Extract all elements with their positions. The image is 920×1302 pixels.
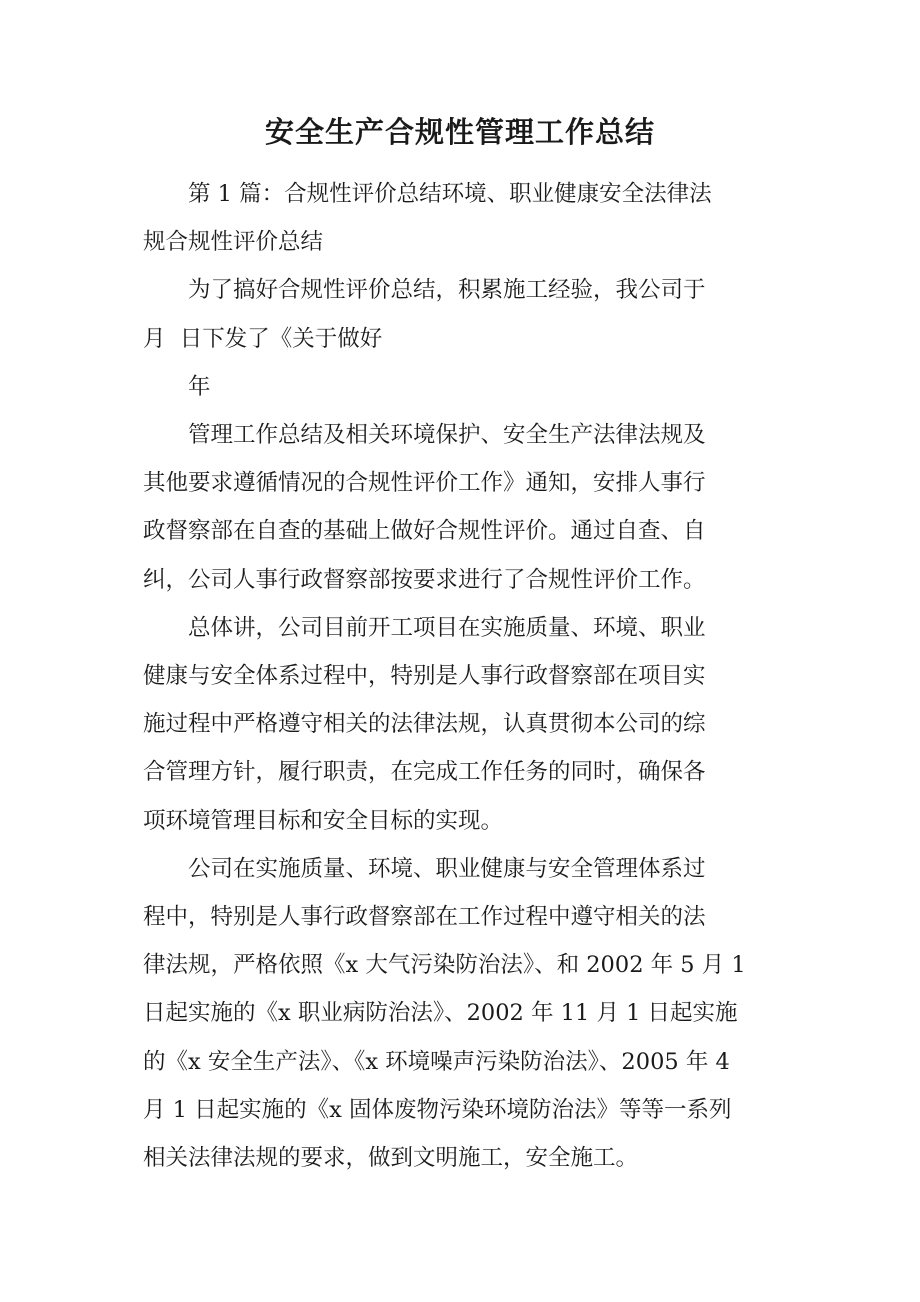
paragraph-line: 施过程中严格遵守相关的法律法规，认真贯彻本公司的综 [143, 711, 706, 738]
paragraph-line: 合管理方针，履行职责，在完成工作任务的同时，确保各 [143, 759, 706, 786]
document-title: 安全生产合规性管理工作总结 [264, 115, 655, 149]
paragraph-2 [143, 266, 783, 362]
paragraph-3 [143, 363, 783, 411]
paragraph-6 [143, 845, 783, 1182]
paragraph-line: 项环境管理目标和安全目标的实现。 [143, 807, 504, 834]
paragraph-line: 健康与安全体系过程中，特别是人事行政督察部在项目实 [143, 663, 706, 690]
paragraph-line: 的《x 安全生产法》、《x 环境噪声污染防治法》、2005 年 4 [143, 1048, 730, 1075]
paragraph-line: 管理工作总结及相关环境保护、安全生产法律法规及 [188, 422, 706, 449]
paragraph-line: 相关法律法规的要求，做到文明施工，安全施工。 [143, 1145, 639, 1172]
paragraph-line: 程中，特别是人事行政督察部在工作过程中遵守相关的法 [143, 904, 706, 931]
paragraph-5 [143, 604, 783, 845]
paragraph-line: 纠，公司人事行政督察部按要求进行了合规性评价工作。 [143, 566, 706, 593]
paragraph-line: 律法规，严格依照《x 大气污染防治法》、和 2002 年 5 月 1 [143, 952, 746, 979]
paragraph-line: 规合规性评价总结 [143, 229, 324, 256]
paragraph-line: 其他要求遵循情况的合规性评价工作》通知，安排人事行 [143, 470, 706, 497]
paragraph-line: 第 1 篇：合规性评价总结环境、职业健康安全法律法 [188, 181, 712, 207]
paragraph-line: 月 1 日起实施的《x 固体废物污染环境防治法》等等一系列 [143, 1096, 732, 1123]
paragraph-line: 月 日下发了《关于做好 [143, 325, 383, 352]
paragraph-line: 公司在实施质量、环境、职业健康与安全管理体系过 [188, 855, 706, 882]
paragraph-line: 总体讲，公司目前开工项目在实施质量、环境、职业 [188, 614, 706, 641]
document-body [143, 170, 783, 1182]
paragraph-line: 日起实施的《x 职业病防治法》、2002 年 11 月 1 日起实施 [143, 1000, 738, 1027]
paragraph-line: 为了搞好合规性评价总结，积累施工经验，我公司于 [188, 277, 706, 304]
paragraph-1 [143, 170, 783, 266]
paragraph-line: 政督察部在自查的基础上做好合规性评价。通过自查、自 [143, 518, 706, 545]
paragraph-4 [143, 411, 783, 604]
paragraph-line: 年 [188, 373, 211, 400]
